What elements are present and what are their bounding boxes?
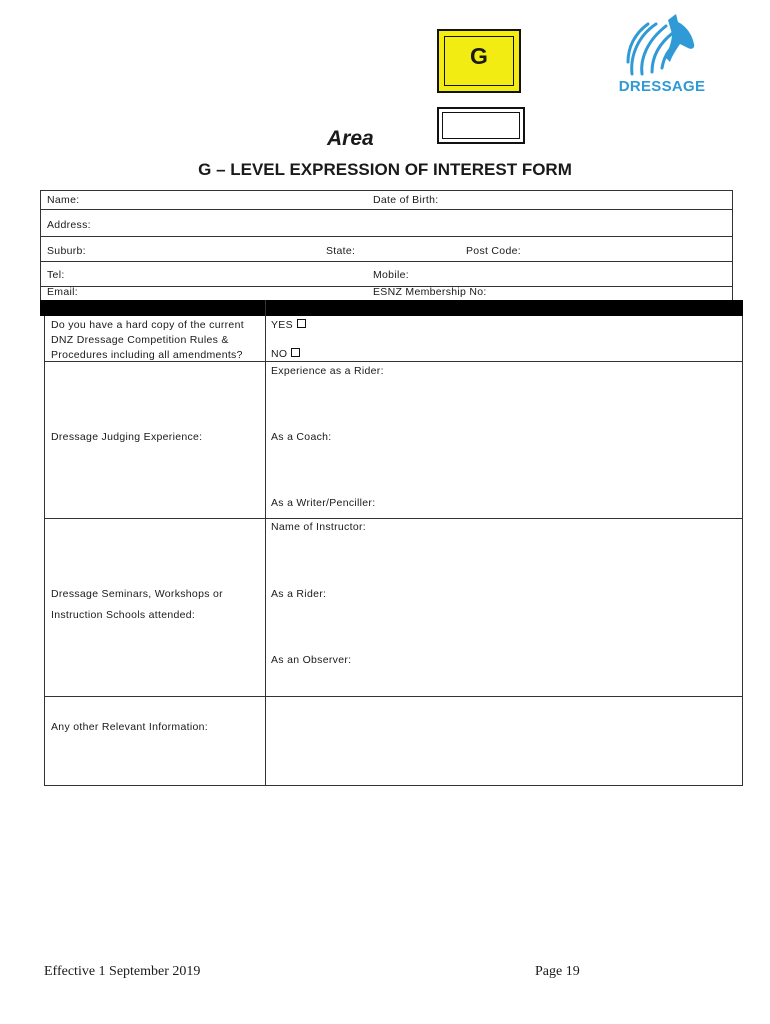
suburb-label: Suburb: [47,245,86,257]
logo-text: DRESSAGE [618,78,706,95]
area-label: Area [327,127,374,150]
area-input-inner-border [442,112,520,139]
dob-label: Date of Birth: [373,194,439,206]
mobile-label: Mobile: [373,269,409,281]
yes-label: YES [271,319,293,331]
state-label: State: [326,245,356,257]
instructor-label: Name of Instructor: [271,521,366,533]
footer-page-number: Page 19 [535,964,580,979]
horse-head-icon [612,12,712,78]
level-badge [437,29,521,93]
email-label: Email: [47,286,78,298]
section-divider-bar [40,300,743,316]
seminars-label-line1: Dressage Seminars, Workshops or [51,588,223,600]
postcode-label: Post Code: [466,245,521,257]
experience-rider-label: Experience as a Rider: [271,365,384,377]
membership-label: ESNZ Membership No: [373,286,487,298]
form-title: G – LEVEL EXPRESSION OF INTEREST FORM [198,160,572,179]
address-label: Address: [47,219,91,231]
judging-label: Dressage Judging Experience: [51,431,203,443]
area-input-box[interactable] [437,107,525,144]
rules-yes-option[interactable] [271,319,306,331]
seminars-label-line2: Instruction Schools attended: [51,609,196,621]
experience-coach-label: As a Coach: [271,431,332,443]
other-info-label: Any other Relevant Information: [51,721,208,733]
footer-effective-date: Effective 1 September 2019 [44,964,201,979]
no-checkbox[interactable] [291,348,300,357]
level-badge-letter: G [470,43,488,69]
tel-label: Tel: [47,269,65,281]
experience-writer-label: As a Writer/Penciller: [271,497,376,509]
dressage-logo [612,12,712,98]
rules-question: Do you have a hard copy of the current DNZ Dressage Competition Rules & Procedures including all amendments? [51,319,244,361]
name-label: Name: [47,194,80,206]
as-observer-label: As an Observer: [271,654,352,666]
yes-checkbox[interactable] [297,319,306,328]
no-label: NO [271,348,288,360]
rules-no-option[interactable] [271,348,300,360]
as-rider-label: As a Rider: [271,588,327,600]
